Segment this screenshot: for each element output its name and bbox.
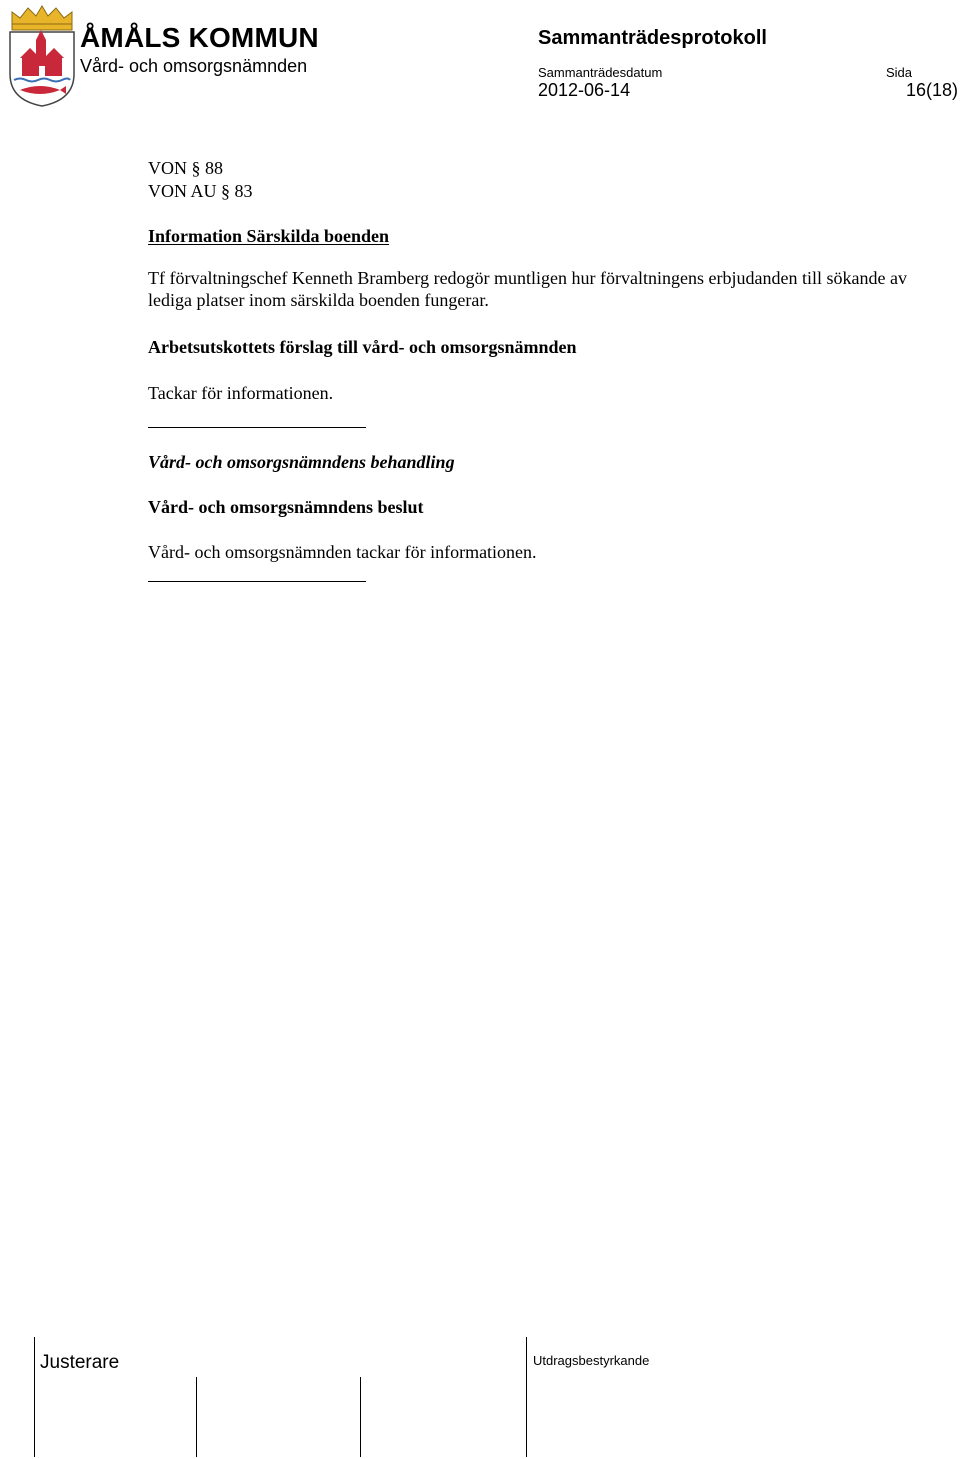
divider-line — [148, 581, 366, 582]
divider-line — [148, 427, 366, 428]
document-type-title: Sammanträdesprotokoll — [538, 27, 767, 49]
agenda-item-description: Tf förvaltningschef Kenneth Bramberg redogör muntligen hur förvaltningens erbjudanden till sökande av lediga platser inom särskilda boenden fungerar. — [148, 268, 907, 310]
signature-box-border — [34, 1337, 35, 1457]
organization-name: ÅMÅLS KOMMUN — [80, 22, 319, 53]
signature-box-border — [196, 1377, 197, 1457]
committee-proposal-text: Tackar för informationen. — [148, 383, 334, 403]
page-number: 16(18) — [905, 80, 958, 100]
board-decision-heading: Vård- och omsorgsnämndens beslut — [148, 497, 424, 517]
adjuster-label: Justerare — [40, 1352, 120, 1373]
au-section-number: VON AU § 83 — [148, 181, 253, 201]
department-name: Vård- och omsorgsnämnden — [80, 56, 308, 76]
agenda-item-heading: Information Särskilda boenden — [148, 226, 390, 246]
signature-box-border — [360, 1377, 361, 1457]
signature-box-border — [526, 1337, 527, 1457]
section-number: VON § 88 — [148, 158, 223, 178]
board-decision-text: Vård- och omsorgsnämnden tackar för informationen. — [148, 542, 537, 562]
committee-proposal-heading: Arbetsutskottets förslag till vård- och omsorgsnämnden — [148, 337, 577, 357]
board-handling-heading: Vård- och omsorgsnämndens behandling — [148, 452, 455, 472]
coat-of-arms-icon — [6, 4, 78, 108]
page-label: Sida — [886, 65, 913, 80]
meeting-date-label: Sammanträdesdatum — [538, 65, 663, 80]
meeting-date-value: 2012-06-14 — [538, 80, 631, 100]
extract-certification-label: Utdragsbestyrkande — [533, 1353, 650, 1368]
